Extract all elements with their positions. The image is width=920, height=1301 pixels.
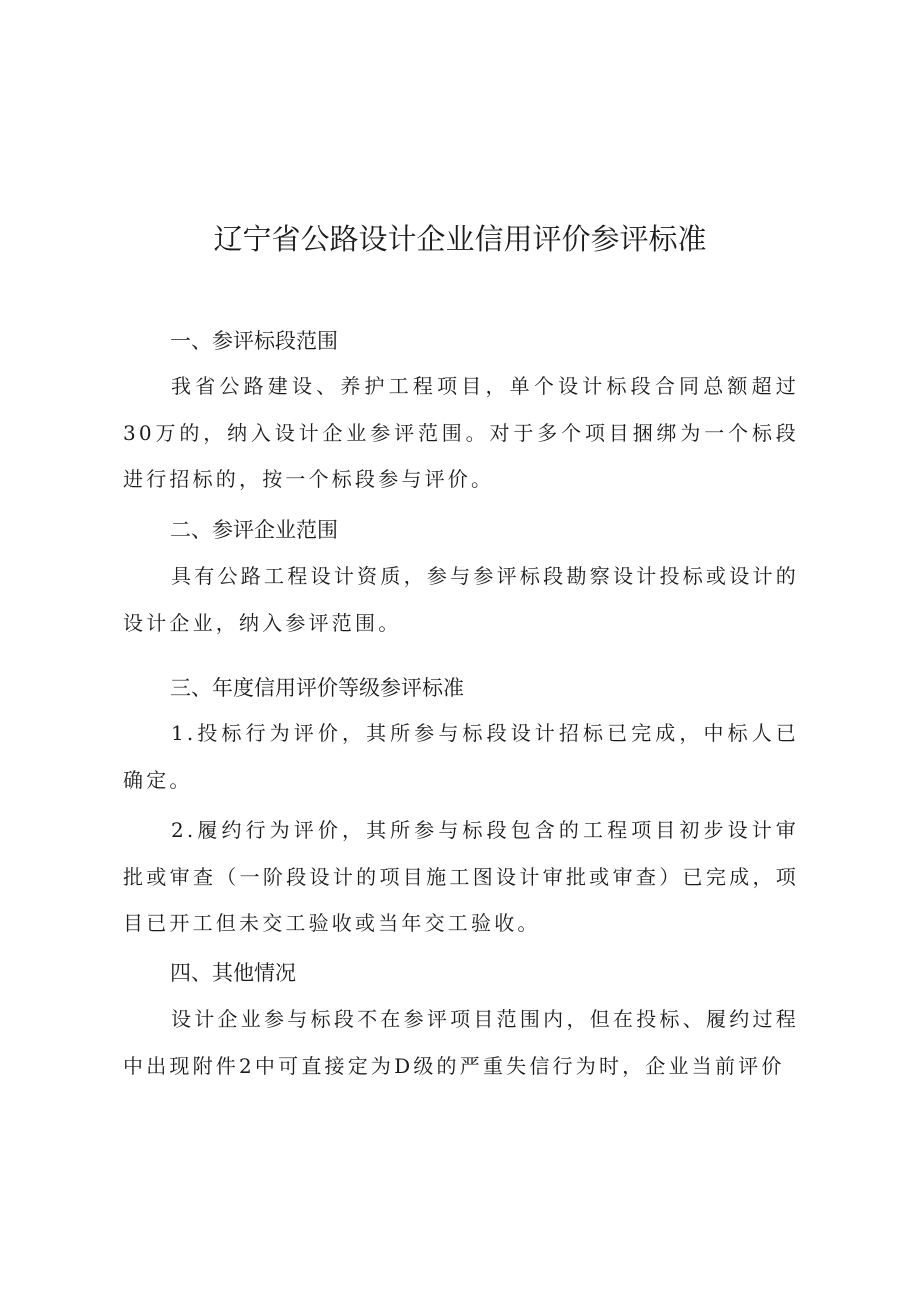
section-heading-1: 一、参评标段范围 <box>170 329 338 353</box>
section-heading-2: 二、参评企业范围 <box>170 518 338 542</box>
section-4-paragraph-1: 设计企业参与标段不在参评项目范围内，但在投标、履约过程中出现附件2中可直接定为D级的严重失信行为时，企业当前评价 <box>123 1007 799 1078</box>
document-title: 辽宁省公路设计企业信用评价参评标准 <box>213 222 707 256</box>
section-heading-3: 三、年度信用评价等级参评标准 <box>170 676 464 700</box>
section-3-paragraph-2: 2.履约行为评价，其所参与标段包含的工程项目初步设计审批或审查（一阶段设计的项目施工图设计审批或审查）已完成，项目已开工但未交工验收或当年交工验收。 <box>123 818 799 935</box>
section-1-paragraph-1: 我省公路建设、养护工程项目，单个设计标段合同总额超过30万的，纳入设计企业参评范围。对于多个项目捆绑为一个标段进行招标的，按一个标段参与评价。 <box>123 374 799 491</box>
section-3-paragraph-1: 1.投标行为评价，其所参与标段设计招标已完成，中标人已确定。 <box>123 721 799 792</box>
section-heading-4: 四、其他情况 <box>170 961 296 985</box>
section-2-paragraph-1: 具有公路工程设计资质，参与参评标段勘察设计投标或设计的设计企业，纳入参评范围。 <box>123 564 799 635</box>
